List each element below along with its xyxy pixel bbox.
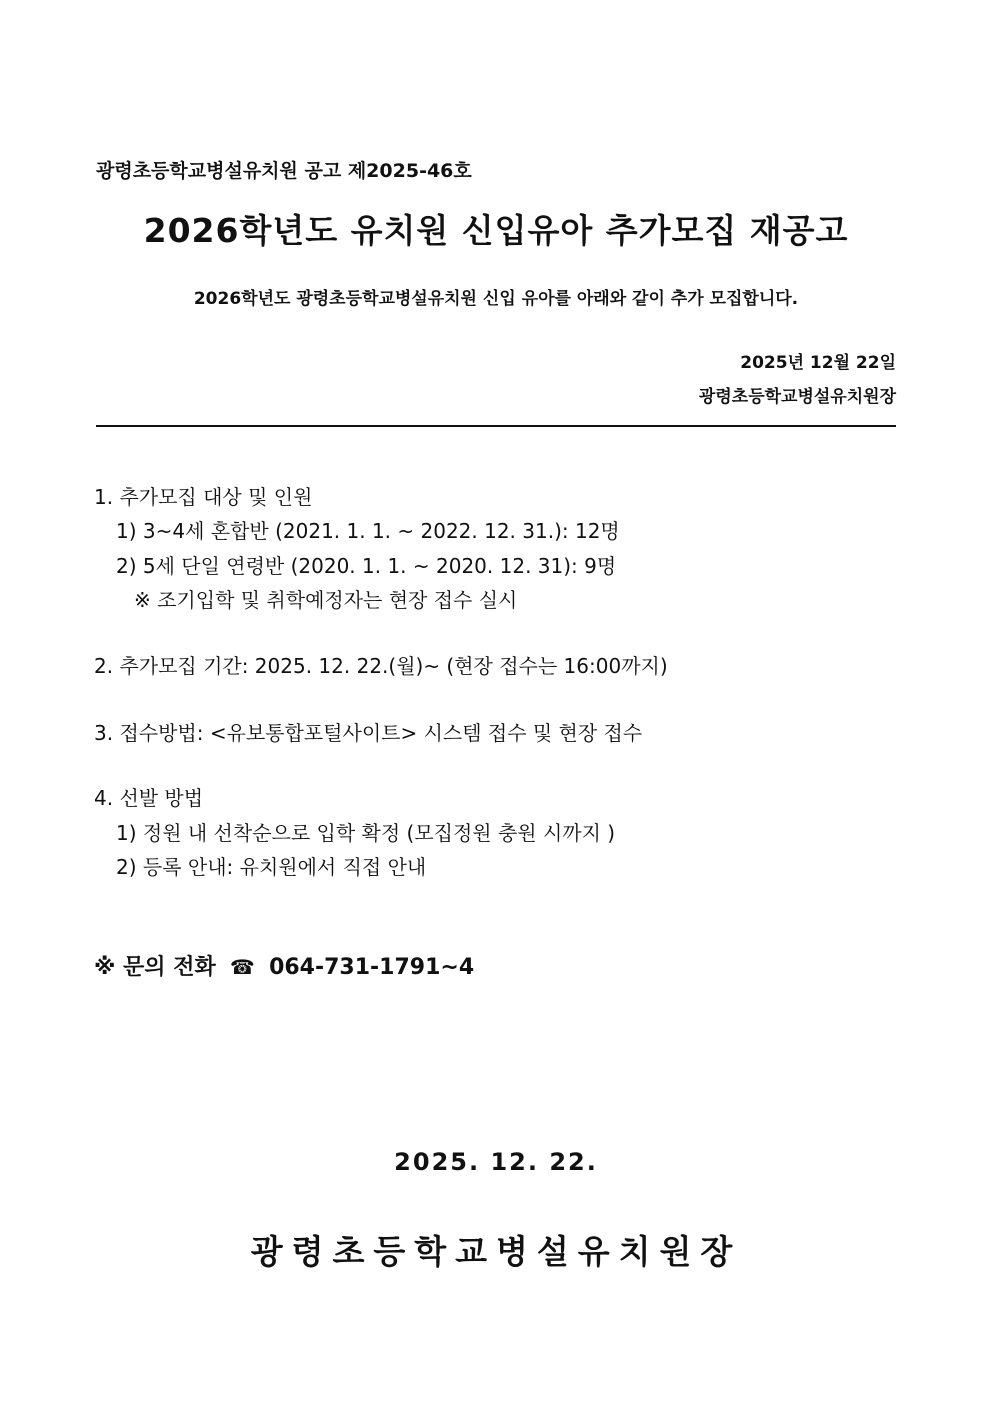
notice-issuer: 광령초등학교병설유치원장 bbox=[698, 387, 896, 407]
section-4-item-1: 1) 정원 내 선착순으로 입학 확정 (모집정원 충원 시까지 ) bbox=[116, 821, 616, 845]
section-1-item-2: 2) 5세 단일 연령반 (2020. 1. 1. ~ 2020. 12. 31): 9명 bbox=[116, 554, 617, 578]
footer-issuer: 광령초등학교병설유치원장 bbox=[250, 1232, 742, 1271]
section-1-heading: 1. 추가모집 대상 및 인원 bbox=[94, 485, 313, 509]
footer-date: 2025. 12. 22. bbox=[394, 1148, 598, 1176]
notice-number: 광령초등학교병설유치원 공고 제2025-46호 bbox=[96, 160, 472, 182]
notice-date: 2025년 12월 22일 bbox=[740, 353, 896, 373]
section-2-heading: 2. 추가모집 기간: 2025. 12. 22.(월)~ (현장 접수는 16:00까지) bbox=[94, 654, 668, 678]
section-1-note: ※ 조기입학 및 취학예정자는 현장 접수 실시 bbox=[134, 588, 518, 612]
section-4-heading: 4. 선발 방법 bbox=[94, 786, 204, 810]
section-1-item-1: 1) 3~4세 혼합반 (2021. 1. 1. ~ 2022. 12. 31.): 12명 bbox=[116, 519, 620, 543]
contact-phone: 064-731-1791~4 bbox=[269, 955, 475, 980]
contact-label: ※ 문의 전화 bbox=[94, 955, 216, 980]
section-4-item-2: 2) 등록 안내: 유치원에서 직접 안내 bbox=[116, 855, 427, 879]
telephone-icon: ☎ bbox=[229, 955, 255, 979]
page-title: 2026학년도 유치원 신입유아 추가모집 재공고 bbox=[143, 211, 849, 250]
divider bbox=[96, 425, 896, 427]
page-subtitle: 2026학년도 광령초등학교병설유치원 신입 유아를 아래와 같이 추가 모집합니다. bbox=[193, 289, 799, 309]
contact-line bbox=[94, 950, 474, 981]
section-3-heading: 3. 접수방법: <유보통합포털사이트> 시스템 접수 및 현장 접수 bbox=[94, 721, 643, 745]
